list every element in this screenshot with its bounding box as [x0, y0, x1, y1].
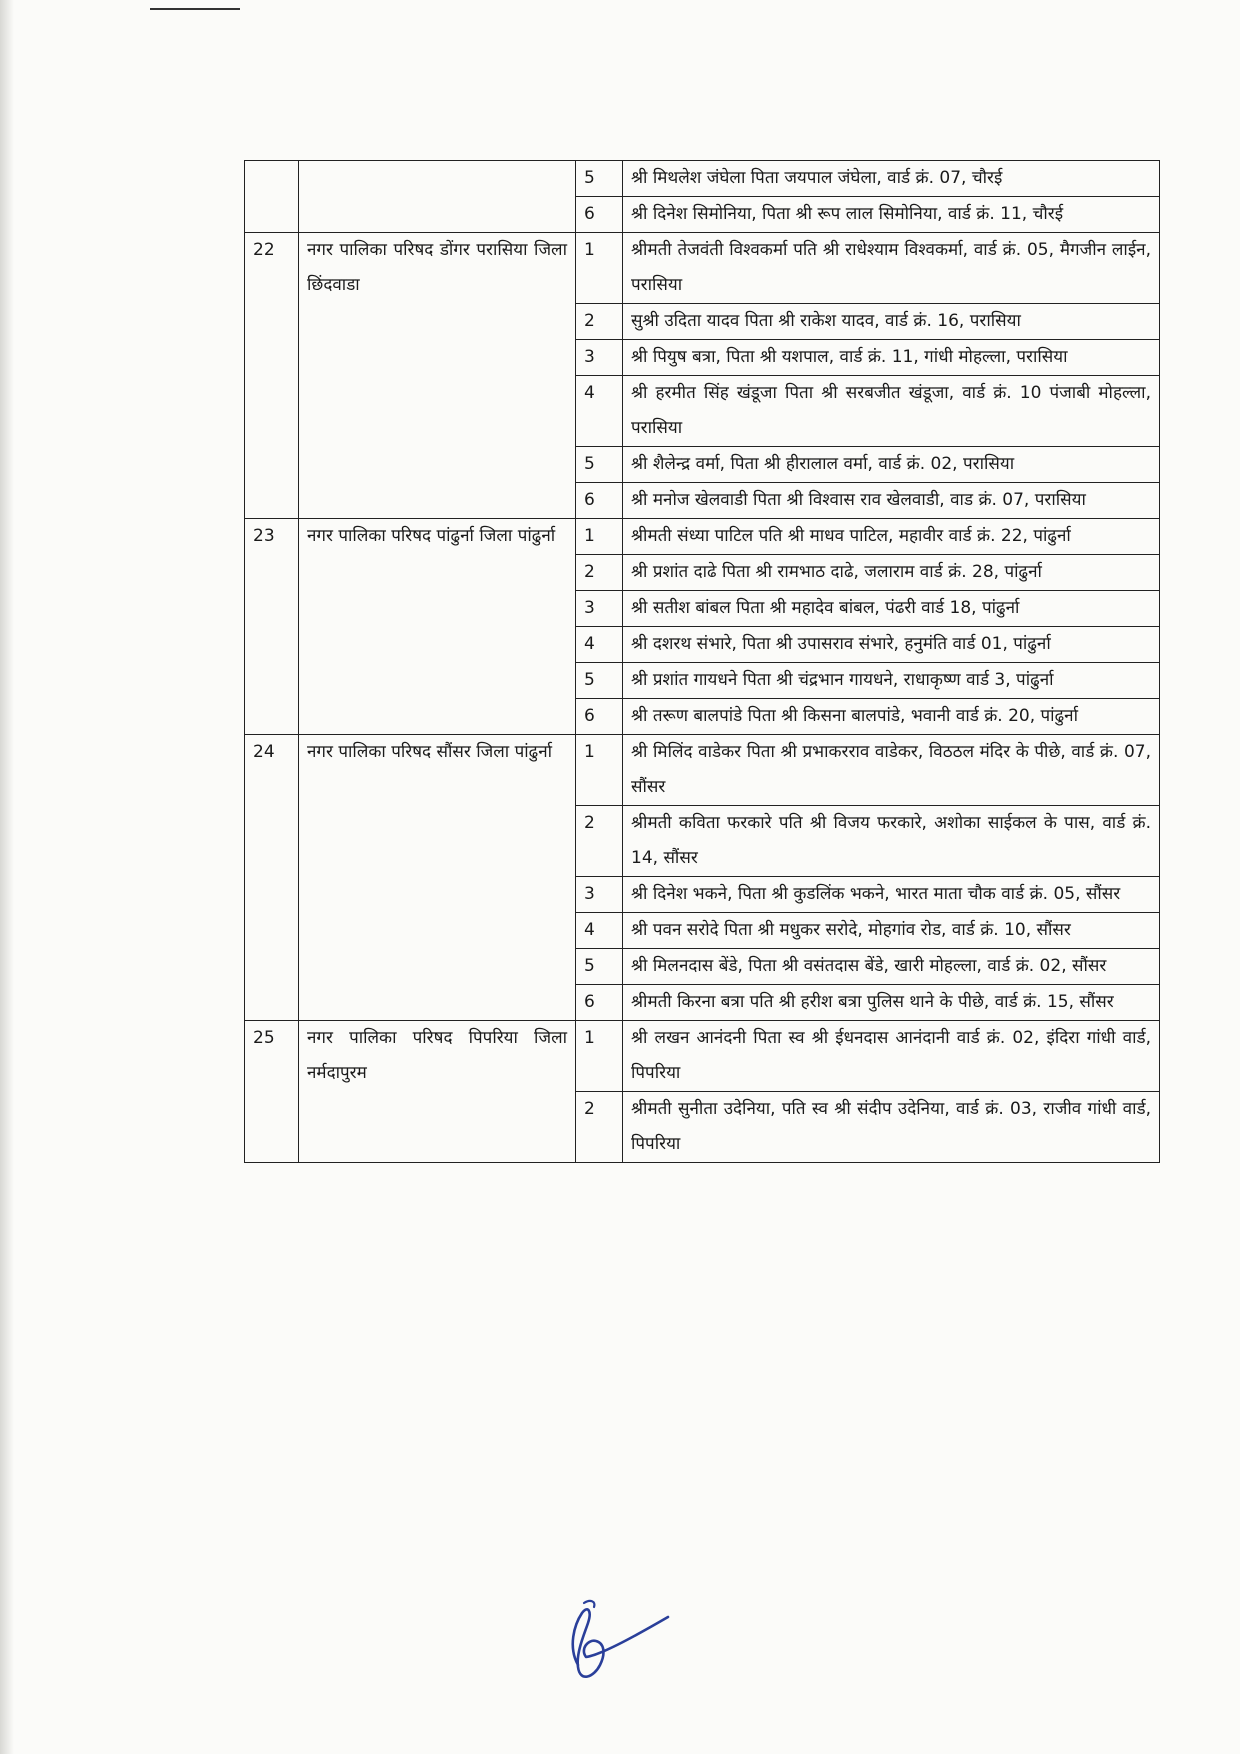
- serial-number-cell: 22: [245, 233, 299, 519]
- member-number-cell: 6: [576, 985, 623, 1021]
- member-details-cell: श्री दिनेश सिमोनिया, पिता श्री रूप लाल सिमोनिया, वार्ड क्रं. 11, चौरई: [623, 197, 1160, 233]
- member-number-cell: 2: [576, 1092, 623, 1163]
- member-details-cell: श्रीमती संध्या पाटिल पति श्री माधव पाटिल, महावीर वार्ड क्रं. 22, पांढुर्ना: [623, 519, 1160, 555]
- member-number-cell: 1: [576, 233, 623, 304]
- member-number-cell: 1: [576, 519, 623, 555]
- member-details-cell: श्रीमती तेजवंती विश्वकर्मा पति श्री राधेश्याम विश्वकर्मा, वार्ड क्रं. 05, मैगजीन लाईन, परासिया: [623, 233, 1160, 304]
- member-number-cell: 3: [576, 877, 623, 913]
- serial-number-cell: [245, 161, 299, 233]
- serial-number-cell: 25: [245, 1021, 299, 1163]
- signature-image: [560, 1595, 680, 1690]
- member-number-cell: 5: [576, 949, 623, 985]
- table-row: [245, 161, 1160, 197]
- member-details-cell: श्रीमती सुनीता उदेनिया, पति स्व श्री संदीप उदेनिया, वार्ड क्रं. 03, राजीव गांधी वार्ड, पिपरिया: [623, 1092, 1160, 1163]
- municipal-body-cell: नगर पालिका परिषद पांढुर्ना जिला पांढुर्ना: [299, 519, 576, 735]
- member-details-cell: श्री पियुष बत्रा, पिता श्री यशपाल, वार्ड क्रं. 11, गांधी मोहल्ला, परासिया: [623, 340, 1160, 376]
- member-number-cell: 5: [576, 161, 623, 197]
- table-row: [245, 519, 1160, 555]
- table-row: [245, 233, 1160, 304]
- member-details-cell: श्री दिनेश भकने, पिता श्री कुडलिंक भकने, भारत माता चौक वार्ड क्रं. 05, सौंसर: [623, 877, 1160, 913]
- serial-number-cell: 24: [245, 735, 299, 1021]
- page-edge-shadow: [0, 0, 14, 1754]
- member-number-cell: 5: [576, 663, 623, 699]
- municipal-body-cell: नगर पालिका परिषद पिपरिया जिला नर्मदापुरम: [299, 1021, 576, 1163]
- top-rule: [150, 8, 240, 10]
- member-number-cell: 4: [576, 376, 623, 447]
- member-details-cell: श्री मिथलेश जंघेला पिता जयपाल जंघेला, वार्ड क्रं. 07, चौरई: [623, 161, 1160, 197]
- member-number-cell: 4: [576, 913, 623, 949]
- serial-number-cell: 23: [245, 519, 299, 735]
- member-details-cell: श्री सतीश बांबल पिता श्री महादेव बांबल, पंढरी वार्ड 18, पांढुर्ना: [623, 591, 1160, 627]
- nominee-table-body: [245, 161, 1160, 1163]
- member-details-cell: श्रीमती किरना बत्रा पति श्री हरीश बत्रा पुलिस थाने के पीछे, वार्ड क्रं. 15, सौंसर: [623, 985, 1160, 1021]
- table-row: [245, 1021, 1160, 1092]
- member-details-cell: श्री मिलिंद वाडेकर पिता श्री प्रभाकरराव वाडेकर, विठठल मंदिर के पीछे, वार्ड क्रं. 07, सौंसर: [623, 735, 1160, 806]
- member-number-cell: 3: [576, 340, 623, 376]
- member-details-cell: श्री लखन आनंदनी पिता स्व श्री ईधनदास आनंदानी वार्ड क्रं. 02, इंदिरा गांधी वार्ड, पिपरिया: [623, 1021, 1160, 1092]
- table-row: [245, 735, 1160, 806]
- member-number-cell: 6: [576, 197, 623, 233]
- member-details-cell: श्री मिलनदास बेंडे, पिता श्री वसंतदास बेंडे, खारी मोहल्ला, वार्ड क्रं. 02, सौंसर: [623, 949, 1160, 985]
- member-number-cell: 1: [576, 735, 623, 806]
- member-details-cell: श्री प्रशांत दाढे पिता श्री रामभाठ दाढे, जलाराम वार्ड क्रं. 28, पांढुर्ना: [623, 555, 1160, 591]
- member-number-cell: 2: [576, 806, 623, 877]
- member-details-cell: श्री शैलेन्द्र वर्मा, पिता श्री हीरालाल वर्मा, वार्ड क्रं. 02, परासिया: [623, 447, 1160, 483]
- member-number-cell: 6: [576, 483, 623, 519]
- nominee-table: [244, 160, 1160, 1163]
- member-number-cell: 2: [576, 304, 623, 340]
- member-number-cell: 4: [576, 627, 623, 663]
- member-details-cell: श्री हरमीत सिंह खंडूजा पिता श्री सरबजीत खंडूजा, वार्ड क्रं. 10 पंजाबी मोहल्ला, परासिया: [623, 376, 1160, 447]
- member-details-cell: श्रीमती कविता फरकारे पति श्री विजय फरकारे, अशोका साईकल के पास, वार्ड क्रं. 14, सौंसर: [623, 806, 1160, 877]
- member-number-cell: 2: [576, 555, 623, 591]
- member-details-cell: श्री तरूण बालपांडे पिता श्री किसना बालपांडे, भवानी वार्ड क्रं. 20, पांढुर्ना: [623, 699, 1160, 735]
- member-details-cell: श्री प्रशांत गायधने पिता श्री चंद्रभान गायधने, राधाकृष्ण वार्ड 3, पांढुर्ना: [623, 663, 1160, 699]
- member-details-cell: श्री मनोज खेलवाडी पिता श्री विश्वास राव खेलवाडी, वाड क्रं. 07, परासिया: [623, 483, 1160, 519]
- municipal-body-cell: नगर पालिका परिषद डोंगर परासिया जिला छिंदवाडा: [299, 233, 576, 519]
- municipal-body-cell: [299, 161, 576, 233]
- member-details-cell: श्री दशरथ संभारे, पिता श्री उपासराव संभारे, हनुमंति वार्ड 01, पांढुर्ना: [623, 627, 1160, 663]
- member-number-cell: 6: [576, 699, 623, 735]
- member-number-cell: 5: [576, 447, 623, 483]
- municipal-body-cell: नगर पालिका परिषद सौंसर जिला पांढुर्ना: [299, 735, 576, 1021]
- member-details-cell: सुश्री उदिता यादव पिता श्री राकेश यादव, वार्ड क्रं. 16, परासिया: [623, 304, 1160, 340]
- member-details-cell: श्री पवन सरोदे पिता श्री मधुकर सरोदे, मोहगांव रोड, वार्ड क्रं. 10, सौंसर: [623, 913, 1160, 949]
- member-number-cell: 3: [576, 591, 623, 627]
- member-number-cell: 1: [576, 1021, 623, 1092]
